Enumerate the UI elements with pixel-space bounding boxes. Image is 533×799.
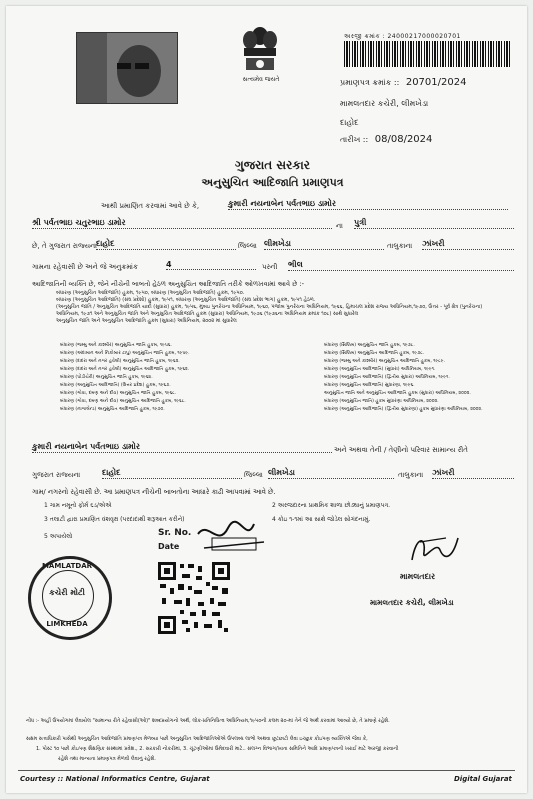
footer-divider [18,770,515,771]
order-right-item: બંધારણ (સિક્કિમ) અનુસુચિત આદિજાતિ હુકમ, ૧૯૭૮. [324,351,425,356]
village-line-prefix: ગામના રહેવાસી છે અને જે અનુક્રમાંક [32,263,138,271]
serial-number: 4 [166,260,256,270]
note-line: નોંધ :- અહીં ઉપયોગમાં લેવાયેલ "સામાન્ય રીતે રહેવાસી(ઓ)" શબ્દપ્રયોગનો અર્થ, લોક-પ્રતિનિધિત્વ અધિનિયમ,૧૯૫૦ની કલમ ૨૦-માં તેને જે અર્થ કરવામાં આવ્યો છે, તે પ્રમાણે રહેશે. [26,718,390,724]
village-line-2: ગામ/ નગરનો રહેવાસી છે. આ પ્રમાણપત્ર નીચેની બાબતોના આધારે કાઢી આપવામાં આવે છે. [32,488,276,496]
seal-bottom-text: LIMKHEDA [46,620,88,628]
application-number: અરજી ક્રમાંક : 24000217000020701 [344,33,461,40]
resident-prefix-2: ગુજરાત રાજ્યના [32,471,81,479]
tribe-statement: આદિજાતિની વ્યક્તિ છે, જેને નીચેની બાબતો હેઠળ અનુસુચિત આદિજાતિ તરીકે ઓળખવામાં આવે છે :- [32,280,305,288]
order-item: બંધારણ (અનુસુચિત આદિજાતિ) (સંઘ પ્રદેશો) હુકમ, ૧૯૫૧, બંધારણ (અનુસુચિત આદિજાતિ) (સંઘ પ્રદેશ ભાગ) હુકમ, ૧૯૫૧ હેઠળ. [56,297,316,303]
basis-item: 4 કોઇ ૧-૧માં આ સાથે જોડેલ સોગંદનામું. [272,516,371,523]
seal-middle-text: કચેરી મોટી [49,588,85,597]
applicant-name: કુમારી નયનાબેન પર્વતભાઇ ડામોર [228,199,508,210]
seal-top-text: MAMLATDAR [41,562,93,570]
order-left-item: બંધારણ (દાદરા અને નગર હવેલી) અનુસુચિત જાતિ હુકમ, ૧૯૬૨. [60,359,180,364]
order-right-item: બંધારણ (અનુસુચિત આદિજાતિ) (દ્વિતીય સુધારા) અધિનિયમ, ૧૯૯૧. [324,375,450,380]
issuing-office: મામલતદાર કચેરી, લીમખેડા [340,99,429,108]
officer-signature [406,530,462,566]
issuing-taluka: દાહોદ [340,118,359,127]
issue-date: 08/08/2024 [374,134,433,145]
basis-item: 2 અરજદારના પ્રાથમિક શાળા છોડ્યાનું પ્રમાણપત્ર. [272,502,391,509]
order-right-item: બંધારણ (અનુસુચિત જાતિ) હુકમ સુધારણા અધિનિયમ, ૨૦૦૨. [324,399,439,404]
order-item: અધિનિયમ, ૧૯૭૧ અને અનુસુચિત જાતિ અને અનુસુચિત આદિજાતિ હુકમ (સુધારા) અધિનિયમ, ૧૯૭૬ (૧૯૭૬ના અધિનિયમ ક્રમાંક ૧૦૮) સાથે સુધારેલ [56,311,359,317]
order-left-item: બંધારણ (ગોવા, દમણ અને દીવ) અનુસુચિત આદિજાતિ હુકમ, ૧૯૬૮. [60,399,186,404]
qr-code [156,560,232,636]
taluka-2: લીમખેડા [268,468,394,479]
footer-courtesy: Courtesy :: National Informatics Centre, Gujarat [20,775,210,783]
family-statement: અને અથવા તેની / તેણીનો પરિવાર સામાન્ય રીતે [334,446,468,454]
barcode [344,41,512,67]
intro-text: આથી પ્રમાણિત કરવામાં આવે છે કે, [101,202,200,210]
orders-list [56,290,516,325]
signature-designation: મામલતદાર [400,572,436,581]
certificate-title: અનુસુચિત આદિજાતિ પ્રમાણપત્ર [201,176,344,189]
taluka-label: તાલુકાના [387,242,413,250]
note-line: 1. પોસ્ટ ૧૦ પછી કોઇપણ શૈક્ષણિક સંસ્થામાં પ્રવેશ., 2. સરકારી નોકરીમાં, 3. ચૂંટણીઓમાં ઉમેદવારી માટે.. સંલગ્ન વિભાગ/ખાતા સમિતિને આદિ પ્રમાણપત્રની ખરાઈ માટે અરજી કરવાની [36,746,399,752]
order-left-item: બંધારણ (નાગાલેન્ડ) અનુસુચિત આદિજાતિ હુકમ, ૧૯૭૦. [60,407,165,412]
order-left-item: બંધારણ (જમ્મુ અને કાશ્મીર) અનુસુચિત જાતિ હુકમ, ૧૯૫૬. [60,343,172,348]
order-left-item: બંધારણ (ગોવા, દમણ અને દીવ) અનુસુચિત જાતિ હુકમ, ૧૯૬૮. [60,391,177,396]
district-label: જિલ્લા [238,242,257,250]
taluka-label-2: તાલુકાના [398,471,424,479]
tribe-name: ભીલ [288,260,514,271]
orders-right-column [324,342,520,414]
village-2: ઝાંખરી [432,468,514,479]
serial-after: પરની [262,263,278,271]
order-item: (અનુસુચિત જાતિ / અનુસુચિત આદિજાતિ યાદી (સુધારા) હુકમ, ૧૯૫૬, મુંબઇ પુનર્રચના અધિનિયમ, ૧૯૬૦, પંજાબ પુનર્રચના અધિનિયમ, ૧૯૬૬, હિમાચલ પ્રદેશ રાજ્ય અધિનિયમ,૧૯૭૦, ઉત્તર - પૂર્વ ક્ષેત્ર (પુનર્રચના) [56,304,483,310]
taluka: લીમખેડા [264,239,384,250]
basis-item: 3 તલાટી દ્વારા પ્રમાણિત વંશવૃક્ષ (પરદાદાથી શરૂઆત કરીને) [44,516,185,523]
note-line: રહેશે તથા માન્યતા પ્રમાણપત્ર મેળવી લેવાનું રહેશે. [58,756,156,762]
order-right-item: બંધારણ (અનુસુચિત આદિજાતિ) સુધારણા, ૧૯૯૬. [324,383,415,388]
order-left-item: બંધારણ (પોંડીચેરી) અનુસુચિત જાતિ હુકમ, ૧૯૬૪. [60,375,153,380]
certificate-number-label: પ્રમાણપત્ર ક્રમાંક :: [340,78,400,87]
resident-prefix: છે, તે ગુજરાત રાજ્યના [32,242,97,250]
stamp-sr-number: Sr. No. [158,528,192,538]
stamp-date: Date [158,542,180,551]
relation: પુત્રી [354,218,514,229]
national-emblem-icon [238,22,282,78]
signature-office: મામલતદાર કચેરી, લીમખેડા [370,598,454,607]
certificate-number: 20701/2024 [405,77,467,88]
emblem-caption: સત્યમેવ જયતે [242,76,280,83]
issue-date-line [340,134,432,145]
note-line: સક્ષમ સત્તાધિકારી પાસેથી અનુસુચિત આદિજાતિ પ્રમાણપત્ર મેળવ્યા પછી અનુસુચિત આદિજાતિઓએ ઉપલબ્ધ લાભો અથવા છૂટછાટો લેવા ઇચ્છુક કોઇપણ વ્યક્તિએ જેવા કે, [26,736,368,742]
order-right-item: અનુસુચિત જાતિ અને અનુસુચિત આદિજાતિ હુકમ (સુધારા) અધિનિયમ, ૨૦૦૨. [324,391,471,396]
district-label-2: જિલ્લા [244,471,263,479]
govt-title: ગુજરાત સરકાર [235,158,310,172]
order-item: બંધારણ (અનુસુચિત આદિજાતિ) હુકમ, ૧૯૫૦, બંધારણ (અનુસુચિત આદિજાતિ) હુકમ, ૧૯૫૦. [56,290,245,296]
basis-item: 1 ગામ નમૂનો ફોર્મ ૬ડ/એએ [44,502,112,509]
order-right-item: બંધારણ (સિક્કિમ) અનુસુચિત જાતિ હુકમ, ૧૯૭૮. [324,343,415,348]
order-left-item: બંધારણ (અંદામાન અને નિકોબાર ટાપુ) અનુસુચિત જાતિ હુકમ, ૧૯૫૯. [60,351,190,356]
father-name: શ્રી પર્વતભાઇ ચતુરભાઇ ડામોર [32,218,332,229]
order-item: અનુસુચિત જાતિ અને અનુસુચિત આદિજાતિ હુકમ (સુધારા) અધિનિયમ, ૨૦૦૨ માં સુધારેલ [56,318,237,324]
relation-prefix: ના [336,222,343,230]
handwritten-stamp-mark [194,514,272,554]
order-left-item: બંધારણ (દાદરા અને નગર હવેલી) અનુસુચિત આદિજાતિ હુકમ, ૧૯૬૨. [60,367,190,372]
order-left-item: બંધારણ (અનુસુચિત આદિજાતિ) (ઉત્તર પ્રદેશ) હુકમ, ૧૯૬૭. [60,383,171,388]
certificate-page [6,6,527,793]
footer-brand: Digital Gujarat [454,775,512,783]
applicant-photo [76,32,178,104]
district: દાહોદ [96,239,236,250]
applicant-name-repeat: કુમારી નયનાબેન પર્વતભાઇ ડામોર [32,442,332,453]
issue-date-label: તારીખ :: [340,135,369,144]
order-right-item: બંધારણ (અનુસુચિત આદિજાતિ) (સુધારા) અધિનિયમ, ૧૯૯૧. [324,367,436,372]
village: ઝાંખરી [422,239,514,250]
district-2: દાહોદ [102,468,242,479]
orders-left-column [60,342,310,414]
order-right-item: બંધારણ (જમ્મુ અને કાશ્મીર) અનુસુચિત આદિજાતિ હુકમ, ૧૯૮૯. [324,359,445,364]
order-right-item: બંધારણ (અનુસુચિત આદિજાતિ) (દ્વિતીય સુધારણા) હુકમ સુધારણા અધિનિયમ, ૨૦૦૨. [324,407,483,412]
certificate-number-line [340,77,466,88]
basis-item: 5 અપાયેલો [44,533,73,540]
